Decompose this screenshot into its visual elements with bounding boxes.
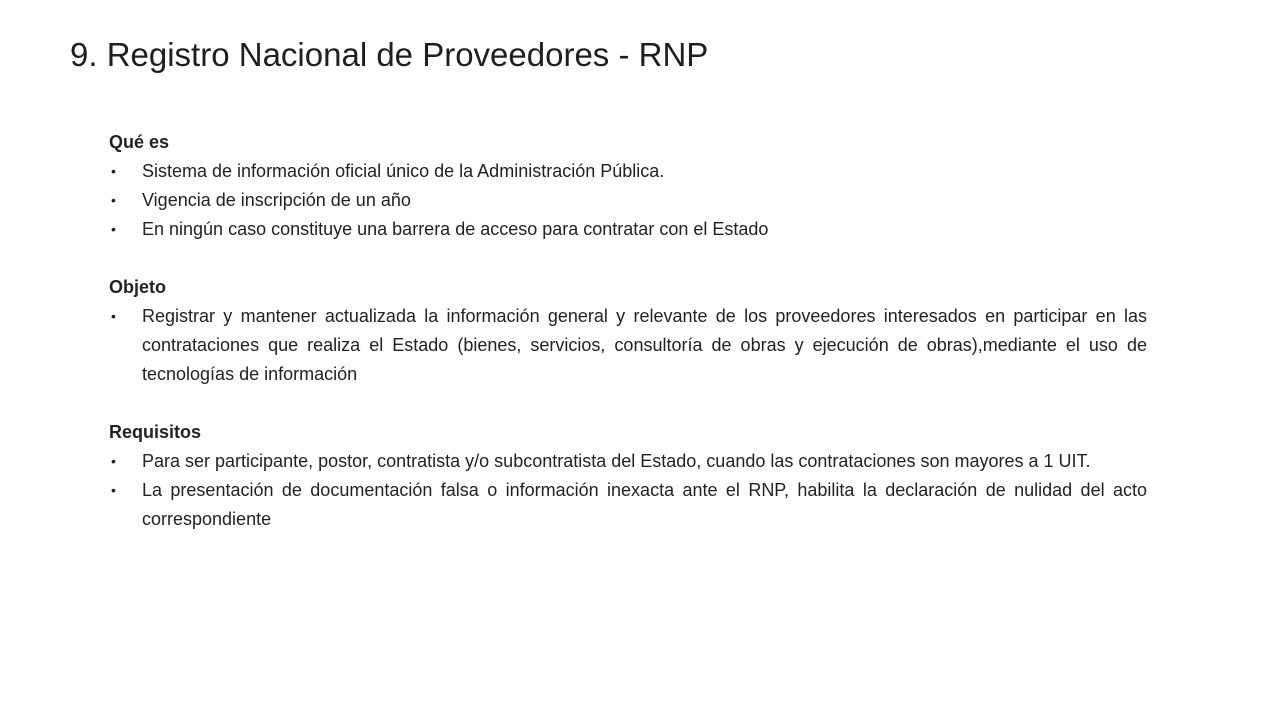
list-item [109,302,1147,389]
bullet-icon: • [111,308,116,324]
list-item [109,186,1147,215]
bullet-list [109,302,1147,389]
list-item [109,215,1147,244]
bullet-icon: • [111,453,116,469]
bullet-text: La presentación de documentación falsa o información inexacta ante el RNP, habilita la declaración de nulidad del acto correspondiente [142,480,1147,529]
bullet-icon: • [111,221,116,237]
section-que-es [109,128,1147,244]
bullet-list [109,157,1147,244]
bullet-text: Para ser participante, postor, contratista y/o subcontratista del Estado, cuando las contrataciones son mayores a 1 UIT. [142,451,1091,471]
bullet-icon: • [111,163,116,179]
section-objeto [109,273,1147,389]
bullet-text: Vigencia de inscripción de un año [142,190,411,210]
bullet-list [109,447,1147,534]
bullet-icon: • [111,482,116,498]
slide-content [109,128,1147,563]
section-heading: Objeto [109,277,166,297]
bullet-text: Sistema de información oficial único de la Administración Pública. [142,161,665,181]
bullet-text: En ningún caso constituye una barrera de acceso para contratar con el Estado [142,219,769,239]
list-item [109,157,1147,186]
section-requisitos [109,418,1147,534]
slide-title: 9. Registro Nacional de Proveedores - RNP [70,36,709,73]
list-item [109,447,1147,476]
list-item [109,476,1147,534]
bullet-text: Registrar y mantener actualizada la información general y relevante de los proveedores interesados en participar en las contrataciones que realiza el Estado (bienes, servicios, consultoría de obras y ejecución de obras),mediante el uso de tecnologías de información [142,306,1147,384]
bullet-icon: • [111,192,116,208]
section-heading: Qué es [109,132,170,152]
section-heading: Requisitos [109,422,202,442]
